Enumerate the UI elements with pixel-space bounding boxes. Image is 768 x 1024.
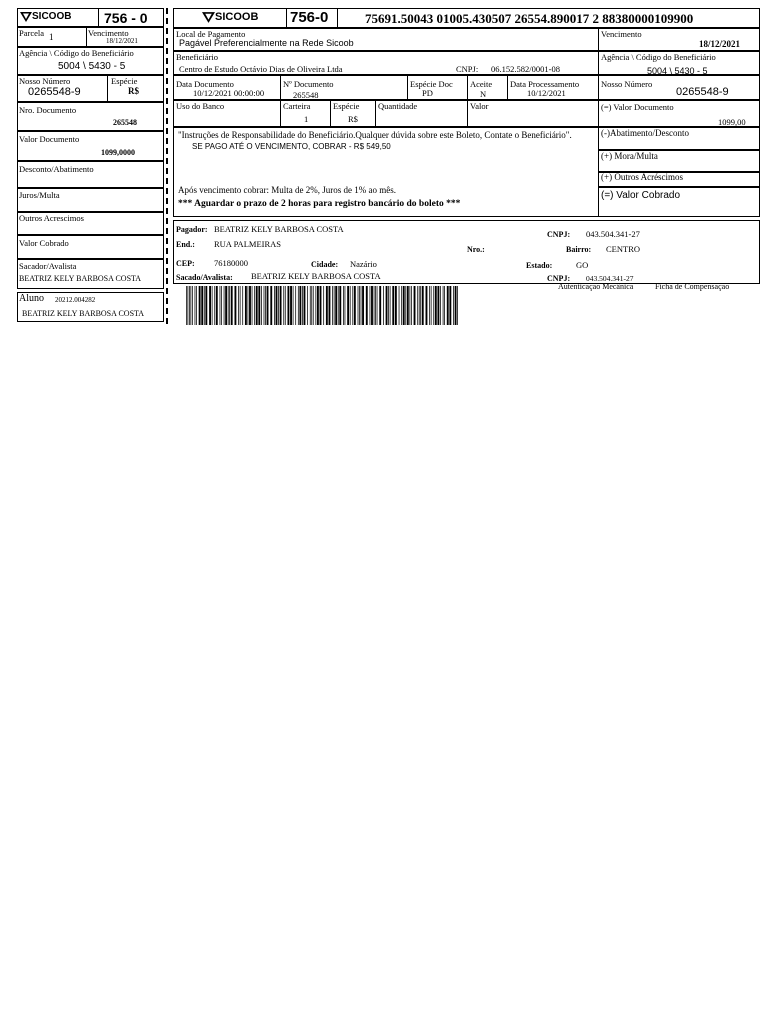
- stub-aluno-code: 20212.004282: [55, 296, 96, 304]
- barcode-bar: [287, 286, 289, 325]
- barcode-bar: [390, 286, 391, 325]
- barcode-bar: [313, 286, 314, 325]
- barcode-bar: [248, 286, 249, 325]
- barcode-bar: [433, 286, 434, 325]
- barcode-bar: [310, 286, 311, 325]
- barcode-bar: [195, 286, 196, 325]
- barcode-bar: [245, 286, 247, 325]
- divider: [286, 8, 287, 28]
- venc-value: 18/12/2021: [699, 39, 741, 49]
- data-doc-label: Data Documento: [176, 79, 234, 89]
- stub-valor-doc: 1099,0000: [101, 148, 135, 157]
- valor-doc-value: 1099,00: [718, 117, 746, 127]
- barcode-bar: [449, 286, 451, 325]
- barcode-bar: [329, 286, 331, 325]
- barcode-bar: [320, 286, 322, 325]
- barcode-bar: [235, 286, 237, 325]
- instr-line-1: "Instruções de Responsabilidade do Beneficiário.Qualquer dúvida sobre este Boleto, Contate o Beneficiário".: [178, 130, 572, 140]
- barcode-bar: [221, 286, 222, 325]
- sacado-label: Sacado/Avalista:: [176, 273, 233, 282]
- estado-value: GO: [576, 260, 589, 270]
- divider: [107, 75, 108, 102]
- barcode-bar: [410, 286, 411, 325]
- stub-nro-doc: 265548: [113, 118, 137, 127]
- barcode-bar: [278, 286, 279, 325]
- benef-label: Beneficiário: [176, 52, 219, 62]
- barcode-bar: [371, 286, 373, 325]
- barcode-bar: [280, 286, 282, 325]
- nosso-label: Nosso Número: [601, 79, 653, 89]
- divider: [467, 75, 468, 100]
- barcode-bar: [443, 286, 444, 325]
- num-doc-label: Nº Documento: [283, 79, 334, 89]
- digitable-line: 75691.50043 01005.430507 26554.890017 2 88380000109900: [365, 11, 694, 26]
- stub-juros-label: Juros/Multa: [19, 190, 60, 200]
- local-label: Local de Pagamento: [176, 29, 246, 39]
- barcode-bar: [225, 286, 227, 325]
- cnpj-label: CNPJ:: [456, 64, 479, 74]
- stub-desconto-label: Desconto/Abatimento: [19, 164, 94, 174]
- especie-doc-label: Espécie Doc: [410, 79, 453, 89]
- uso-banco-label: Uso do Banco: [176, 101, 225, 111]
- estado-label: Estado:: [526, 261, 553, 270]
- divider: [337, 8, 338, 28]
- barcode-bar: [334, 286, 335, 325]
- stub-bank-logo: [20, 11, 71, 22]
- especie-doc-value: PD: [422, 88, 433, 98]
- stub-sacador: BEATRIZ KELY BARBOSA COSTA: [19, 274, 142, 283]
- barcode-bar: [435, 286, 437, 325]
- barcode-bar: [374, 286, 375, 325]
- barcode-bar: [214, 286, 215, 325]
- barcode-bar: [414, 286, 416, 325]
- barcode-bar: [444, 286, 445, 325]
- barcode-bar: [377, 286, 378, 325]
- divider: [507, 75, 508, 100]
- barcode-bar: [295, 286, 296, 325]
- barcode-bar: [228, 286, 229, 325]
- barcode-bar: [453, 286, 454, 325]
- stub-agencia-label: Agência \ Código do Beneficiário: [19, 48, 134, 58]
- mora-label: (+) Mora/Multa: [601, 151, 658, 161]
- outros-label: (+) Outros Acréscimos: [601, 172, 684, 182]
- especie-value: R$: [348, 114, 358, 124]
- barcode-bar: [276, 286, 278, 325]
- barcode-bar: [293, 286, 294, 325]
- stub-bank-name: SICOOB: [32, 11, 72, 22]
- divider: [86, 27, 87, 47]
- nro-label: Nro.:: [467, 245, 485, 254]
- barcode-bar: [401, 286, 402, 325]
- barcode-bar: [258, 286, 260, 325]
- stub-especie-label: Espécie: [111, 76, 138, 86]
- barcode-bar: [192, 286, 193, 325]
- bairro-value: CENTRO: [606, 244, 640, 254]
- aceite-label: Aceite: [470, 79, 493, 89]
- barcode-bar: [201, 286, 203, 325]
- barcode-bar: [283, 286, 284, 325]
- barcode-bar: [238, 286, 239, 325]
- barcode-bar: [411, 286, 412, 325]
- barcode-bar: [338, 286, 339, 325]
- barcode-bar: [403, 286, 405, 325]
- barcode-bar: [216, 286, 218, 325]
- barcode-bar: [437, 286, 439, 325]
- sicoob-logo-icon: [20, 12, 32, 22]
- data-proc-value: 10/12/2021: [527, 88, 566, 98]
- cidade-value: Nazário: [350, 259, 377, 269]
- instr-line-3: Após vencimento cobrar: Multa de 2%, Juros de 1% ao mês.: [178, 185, 396, 195]
- pagador-value: BEATRIZ KELY BARBOSA COSTA: [214, 224, 344, 234]
- divider: [280, 75, 281, 100]
- instr-line-2: SE PAGO ATÉ O VENCIMENTO, COBRAR - R$ 549,50: [192, 142, 391, 151]
- barcode-bar: [265, 286, 266, 325]
- barcode-bar: [405, 286, 406, 325]
- barcode-bar: [186, 286, 187, 325]
- barcode-bar: [347, 286, 349, 325]
- benef-value: Centro de Estudo Octávio Dias de Oliveira Ltda: [179, 64, 343, 74]
- num-doc-value: 265548: [293, 90, 319, 100]
- especie-label: Espécie: [333, 101, 360, 111]
- cidade-label: Cidade:: [311, 260, 339, 269]
- cobrado-label: (=) Valor Cobrado: [601, 190, 681, 201]
- instr-line-4: *** Aguardar o prazo de 2 horas para registro bancário do boleto ***: [178, 199, 461, 209]
- stub-nro-doc-label: Nro. Documento: [19, 105, 77, 115]
- barcode-bar: [304, 286, 306, 325]
- stub-vencimento: 18/12/2021: [106, 37, 138, 45]
- stub-especie: R$: [128, 86, 139, 96]
- barcode-bar: [395, 286, 397, 325]
- ficha-label: Ficha de Compensação: [655, 282, 730, 291]
- stub-aluno-name: BEATRIZ KELY BARBOSA COSTA: [22, 309, 145, 318]
- divider: [98, 8, 99, 27]
- barcode-bar: [326, 286, 328, 325]
- barcode-bar: [383, 286, 384, 325]
- barcode-bar: [240, 286, 241, 325]
- valor-doc-label: (=) Valor Documento: [601, 102, 674, 112]
- stub-nosso-label: Nosso Número: [19, 76, 71, 86]
- cnpj3-value: 043.504.341-27: [586, 274, 634, 283]
- barcode-bar: [399, 286, 400, 325]
- barcode-bar: [229, 286, 230, 325]
- barcode-bar: [298, 286, 299, 325]
- stub-vencimento-label: Vencimento: [88, 28, 129, 38]
- autenticacao-label: Autenticação Mecânica: [558, 282, 634, 291]
- barcode-bar: [199, 286, 201, 325]
- quantidade-label: Quantidade: [378, 101, 418, 111]
- stub-valor-doc-label: Valor Documento: [19, 134, 80, 144]
- barcode-bar: [379, 286, 381, 325]
- local-value: Pagável Preferencialmente na Rede Sicoob: [179, 38, 354, 48]
- barcode-bar: [187, 286, 188, 325]
- barcode-bar: [359, 286, 360, 325]
- barcode-bar: [270, 286, 272, 325]
- stub-parcela-label: Parcela: [19, 28, 45, 38]
- end-label: End.:: [176, 240, 195, 249]
- barcode-bar: [426, 286, 428, 325]
- abat-label: (-)Abatimento/Desconto: [601, 128, 689, 138]
- barcode-bar: [332, 286, 333, 325]
- cnpj2-value: 043.504.341-27: [586, 229, 640, 239]
- stub-valor-cobrado-label: Valor Cobrado: [19, 238, 69, 248]
- stub-bank-code: 756 - 0: [104, 10, 148, 26]
- barcode-bar: [339, 286, 341, 325]
- barcode-bar: [285, 286, 286, 325]
- cnpj-value: 06.152.582/0001-08: [491, 64, 560, 74]
- barcode-bar: [323, 286, 324, 325]
- barcode-bar: [205, 286, 207, 325]
- divider: [407, 75, 408, 100]
- barcode-bar: [335, 286, 337, 325]
- barcode-bar: [345, 286, 346, 325]
- barcode-bar: [261, 286, 262, 325]
- barcode-bar: [220, 286, 221, 325]
- barcode-bar: [440, 286, 441, 325]
- barcode-bar: [358, 286, 359, 325]
- barcode-bar: [209, 286, 211, 325]
- barcode-bar: [299, 286, 301, 325]
- valor-label: Valor: [470, 101, 489, 111]
- barcode-bar: [392, 286, 394, 325]
- barcode-bar: [317, 286, 319, 325]
- barcode-bar: [366, 286, 368, 325]
- barcode-bar: [375, 286, 376, 325]
- stub-agencia: 5004 \ 5430 - 5: [58, 61, 126, 72]
- barcode-bar: [457, 286, 458, 325]
- barcode-bar: [212, 286, 213, 325]
- carteira-label: Carteira: [283, 101, 311, 111]
- barcode-bar: [431, 286, 432, 325]
- barcode-bar: [307, 286, 308, 325]
- agencia-value: 5004 \ 5430 - 5: [647, 66, 708, 76]
- barcode-bar: [354, 286, 356, 325]
- pagador-label: Pagador:: [176, 225, 208, 234]
- cep-value: 76180000: [214, 258, 248, 268]
- barcode-bar: [350, 286, 351, 325]
- barcode-bar: [196, 286, 197, 325]
- barcode-bar: [386, 286, 388, 325]
- nosso-value: 0265548-9: [676, 86, 729, 98]
- cep-label: CEP:: [176, 259, 195, 268]
- barcode-bar: [242, 286, 243, 325]
- barcode-bar: [254, 286, 255, 325]
- barcode-bar: [252, 286, 253, 325]
- cnpj3-label: CNPJ:: [547, 274, 571, 283]
- barcode-bar: [343, 286, 344, 325]
- stub-sacador-label: Sacador/Avalista: [19, 261, 77, 271]
- barcode-bar: [267, 286, 269, 325]
- barcode-bar: [264, 286, 265, 325]
- barcode-bar: [447, 286, 449, 325]
- bairro-label: Bairro:: [566, 245, 592, 254]
- data-proc-label: Data Processamento: [510, 79, 580, 89]
- barcode-bar: [419, 286, 420, 325]
- data-doc-value: 10/12/2021 00:00:00: [193, 88, 265, 98]
- barcode-bar: [311, 286, 312, 325]
- aceite-value: N: [480, 89, 487, 99]
- barcode-bar: [352, 286, 353, 325]
- barcode-bar: [231, 286, 233, 325]
- barcode-bar: [290, 286, 292, 325]
- barcode-bar: [315, 286, 316, 325]
- cnpj2-label: CNPJ:: [547, 230, 571, 239]
- barcode-bar: [204, 286, 205, 325]
- sacado-value: BEATRIZ KELY BARBOSA COSTA: [251, 271, 381, 281]
- barcode-bar: [388, 286, 389, 325]
- barcode-bar: [422, 286, 424, 325]
- barcode-bar: [249, 286, 251, 325]
- barcode-bar: [370, 286, 371, 325]
- stub-nosso-numero: 0265548-9: [28, 86, 81, 98]
- carteira-value: 1: [304, 114, 309, 124]
- main-bank-logo: [202, 11, 258, 23]
- divider: [467, 100, 468, 127]
- end-value: RUA PALMEIRAS: [214, 239, 281, 249]
- cut-line: [166, 8, 168, 324]
- barcode-bar: [302, 286, 303, 325]
- barcode-bar: [224, 286, 225, 325]
- barcode-bar: [362, 286, 364, 325]
- barcode-bar: [429, 286, 430, 325]
- divider: [375, 100, 376, 127]
- stub-outros-label: Outros Acrescimos: [19, 213, 84, 223]
- sicoob-logo-icon: [202, 12, 215, 23]
- barcode-bar: [420, 286, 421, 325]
- barcode-bar: [190, 286, 191, 325]
- barcode-image: [186, 286, 458, 325]
- barcode-bar: [189, 286, 190, 325]
- divider: [280, 100, 281, 127]
- barcode-bar: [417, 286, 418, 325]
- venc-label: Vencimento: [601, 29, 642, 39]
- main-bank-name: SICOOB: [215, 11, 259, 23]
- barcode-bar: [256, 286, 258, 325]
- main-bank-code: 756-0: [290, 9, 329, 26]
- divider: [330, 100, 331, 127]
- barcode-bar: [407, 286, 409, 325]
- barcode-bar: [361, 286, 362, 325]
- stub-parcela: 1: [49, 32, 54, 42]
- stub-aluno-label: Aluno: [19, 293, 44, 304]
- agencia-label: Agência \ Código do Beneficiário: [601, 52, 716, 62]
- barcode-bar: [274, 286, 275, 325]
- barcode-bar: [455, 286, 457, 325]
